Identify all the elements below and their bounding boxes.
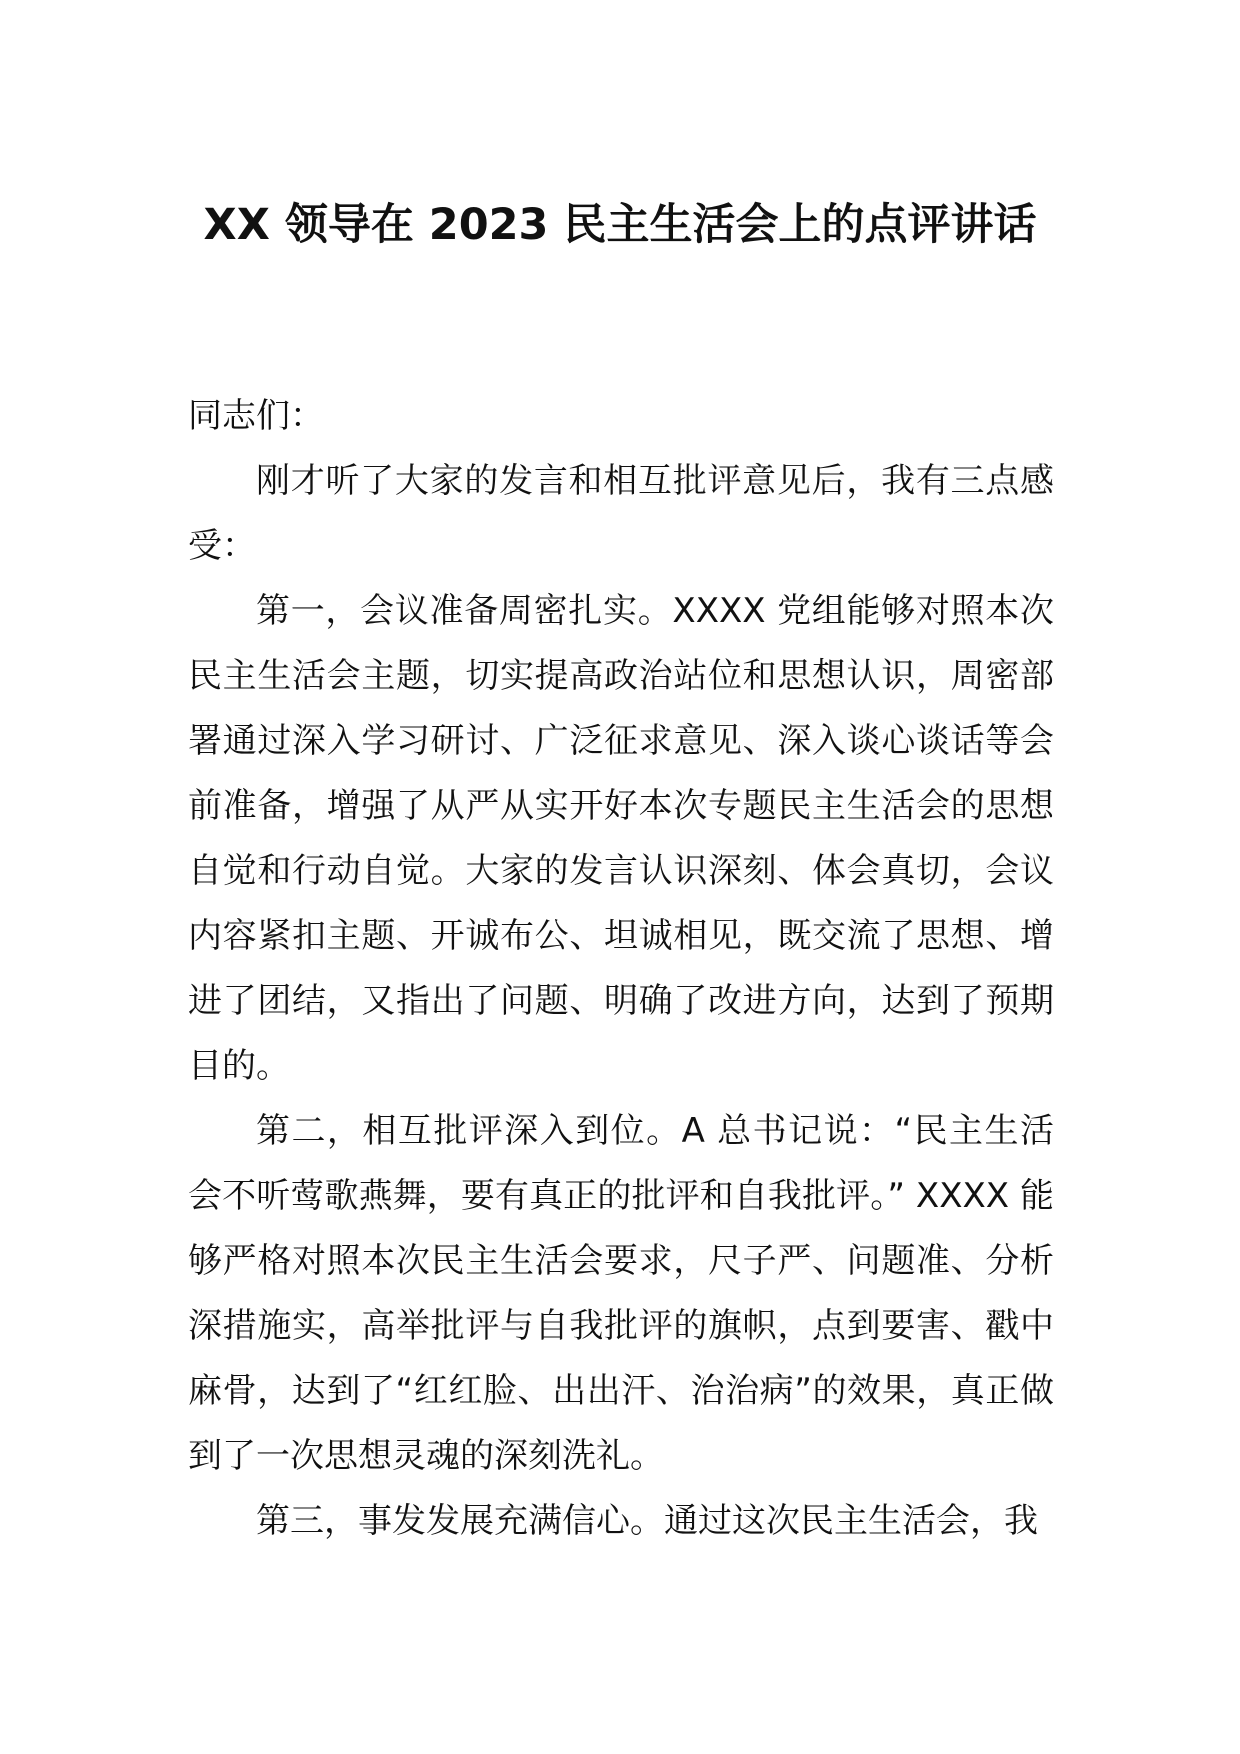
- salutation: 同志们：: [188, 396, 324, 436]
- paragraph-intro: 刚才听了大家的发言和相互批评意见后，我有三点感受：: [188, 461, 1054, 566]
- paragraph-third-point: 第三，事发发展充满信心。通过这次民主生活会，我: [256, 1501, 1038, 1541]
- document-body: [188, 384, 1054, 1554]
- paragraph-first-point: 第一，会议准备周密扎实。XXXX 党组能够对照本次民主生活会主题，切实提高政治站位和思想认识，周密部署通过深入学习研讨、广泛征求意见、深入谈心谈话等会前准备，增强了从严从实开好本次专题民主生活会的思想自觉和行动自觉。大家的发言认识深刻、体会真切，会议内容紧扣主题、开诚布公、坦诚相见，既交流了思想、增进了团结，又指出了问题、明确了改进方向，达到了预期目的。: [188, 591, 1054, 1086]
- paragraph-second-point: 第二，相互批评深入到位。A 总书记说：“民主生活会不听莺歌燕舞，要有真正的批评和自我批评。” XXXX 能够严格对照本次民主生活会要求，尺子严、问题准、分析深措施实，高举批评与自我批评的旗帜，点到要害、戳中麻骨，达到了“红红脸、出出汗、治治病”的效果，真正做到了一次思想灵魂的深刻洗礼。: [188, 1111, 1054, 1476]
- document-title: XX 领导在 2023 民主生活会上的点评讲话: [203, 200, 1037, 250]
